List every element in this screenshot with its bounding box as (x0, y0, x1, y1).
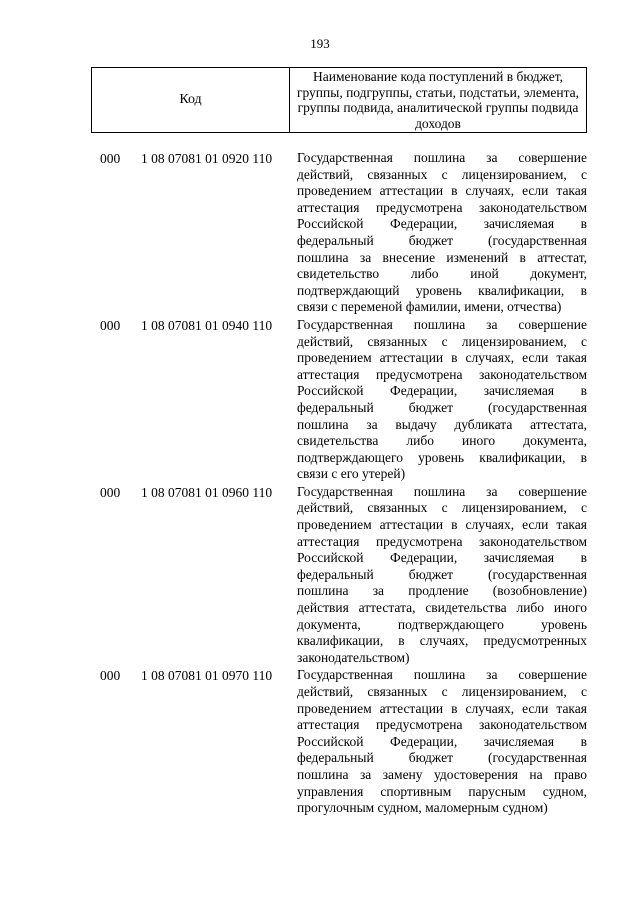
description-line: федеральный бюджет (государственная (297, 399, 587, 415)
description-line: связи с переменой фамилии, имени, отчества) (297, 299, 562, 315)
description-line: подтверждающего уровень квалификации, в (297, 449, 587, 465)
description-line: проведением аттестации в случаях, если такая (297, 183, 587, 199)
revenue-code-description (297, 150, 587, 316)
description-line: документа, подтверждающего уровень (297, 616, 587, 632)
revenue-code-entry (100, 667, 588, 816)
description-line: квалификации, в случаях, предусмотренных (297, 633, 587, 649)
description-line: пошлина за выдачу дубликата аттестата, (297, 416, 587, 432)
description-line: Российской Федерации, зачисляемая в (297, 733, 587, 749)
page-number: 193 (310, 36, 330, 51)
description-line: Российской Федерации, зачисляемая в (297, 550, 587, 566)
description-line: проведением аттестации в случаях, если такая (297, 350, 587, 366)
description-line: действия аттестата, свидетельства либо иного (297, 600, 587, 616)
description-line: федеральный бюджет (государственная (297, 566, 587, 582)
description-line: Государственная пошлина за совершение (297, 667, 587, 683)
description-line: Российской Федерации, зачисляемая в (297, 383, 587, 399)
description-line: Государственная пошлина за совершение (297, 483, 587, 499)
budget-classification-code: 1 08 07081 01 0970 110 (141, 668, 273, 684)
revenue-code-entry (100, 150, 588, 316)
administrator-code: 000 (100, 484, 121, 500)
revenue-code-description (297, 667, 587, 816)
budget-classification-code: 1 08 07081 01 0960 110 (141, 484, 273, 500)
description-line: прогулочным судном, маломерным судном) (297, 800, 548, 816)
description-line: проведением аттестации в случаях, если такая (297, 700, 587, 716)
column-header-table (91, 67, 587, 133)
description-line: действий, связанных с лицензированием, с (297, 684, 587, 699)
revenue-code-description (297, 317, 587, 483)
description-line: подтверждающий уровень квалификации, в (297, 282, 587, 298)
description-line: аттестация предусмотрена законодательством (297, 199, 587, 215)
description-line: свидетельство либо иной документ, (297, 266, 587, 282)
description-line: пошлина за продление (возобновление) (297, 583, 587, 599)
description-line: законодательством) (297, 649, 410, 665)
revenue-code-list (100, 150, 588, 817)
administrator-code: 000 (100, 151, 121, 166)
revenue-code-entry (100, 317, 588, 483)
revenue-code-description (297, 484, 587, 667)
description-line: проведением аттестации в случаях, если такая (297, 517, 587, 533)
administrator-code: 000 (100, 668, 121, 684)
description-line: действий, связанных с лицензированием, с (297, 500, 587, 516)
description-line: управления спортивным парусным судном, (297, 783, 587, 799)
administrator-code: 000 (100, 317, 121, 333)
budget-classification-code: 1 08 07081 01 0940 110 (141, 317, 273, 333)
description-line: Российской Федерации, зачисляемая в (297, 216, 587, 232)
revenue-code-entry (100, 484, 588, 667)
description-line: Государственная пошлина за совершение (297, 150, 587, 165)
description-line: пошлина за замену удостоверения на право (297, 766, 587, 782)
budget-classification-code: 1 08 07081 01 0920 110 (141, 151, 273, 166)
description-line: федеральный бюджет (государственная (297, 232, 587, 248)
description-line: аттестация предусмотрена законодательством (297, 717, 587, 733)
description-line: действий, связанных с лицензированием, с (297, 166, 587, 182)
description-line: свидетельства либо иного документа, (297, 433, 587, 449)
code-column-header: Код (92, 68, 290, 133)
description-line: пошлина за внесение изменений в аттестат, (297, 249, 587, 265)
description-line: аттестация предусмотрена законодательством (297, 533, 587, 549)
description-line: аттестация предусмотрена законодательством (297, 366, 587, 382)
description-line: связи с его утерей) (297, 466, 406, 482)
name-column-header: Наименование кода поступлений в бюджет, группы, подгруппы, статьи, подстатьи, элемента, группы подвида, аналитической группы подвида доходов (290, 68, 587, 133)
description-line: Государственная пошлина за совершение (297, 316, 587, 332)
description-line: федеральный бюджет (государственная (297, 750, 587, 766)
description-line: действий, связанных с лицензированием, с (297, 333, 587, 349)
